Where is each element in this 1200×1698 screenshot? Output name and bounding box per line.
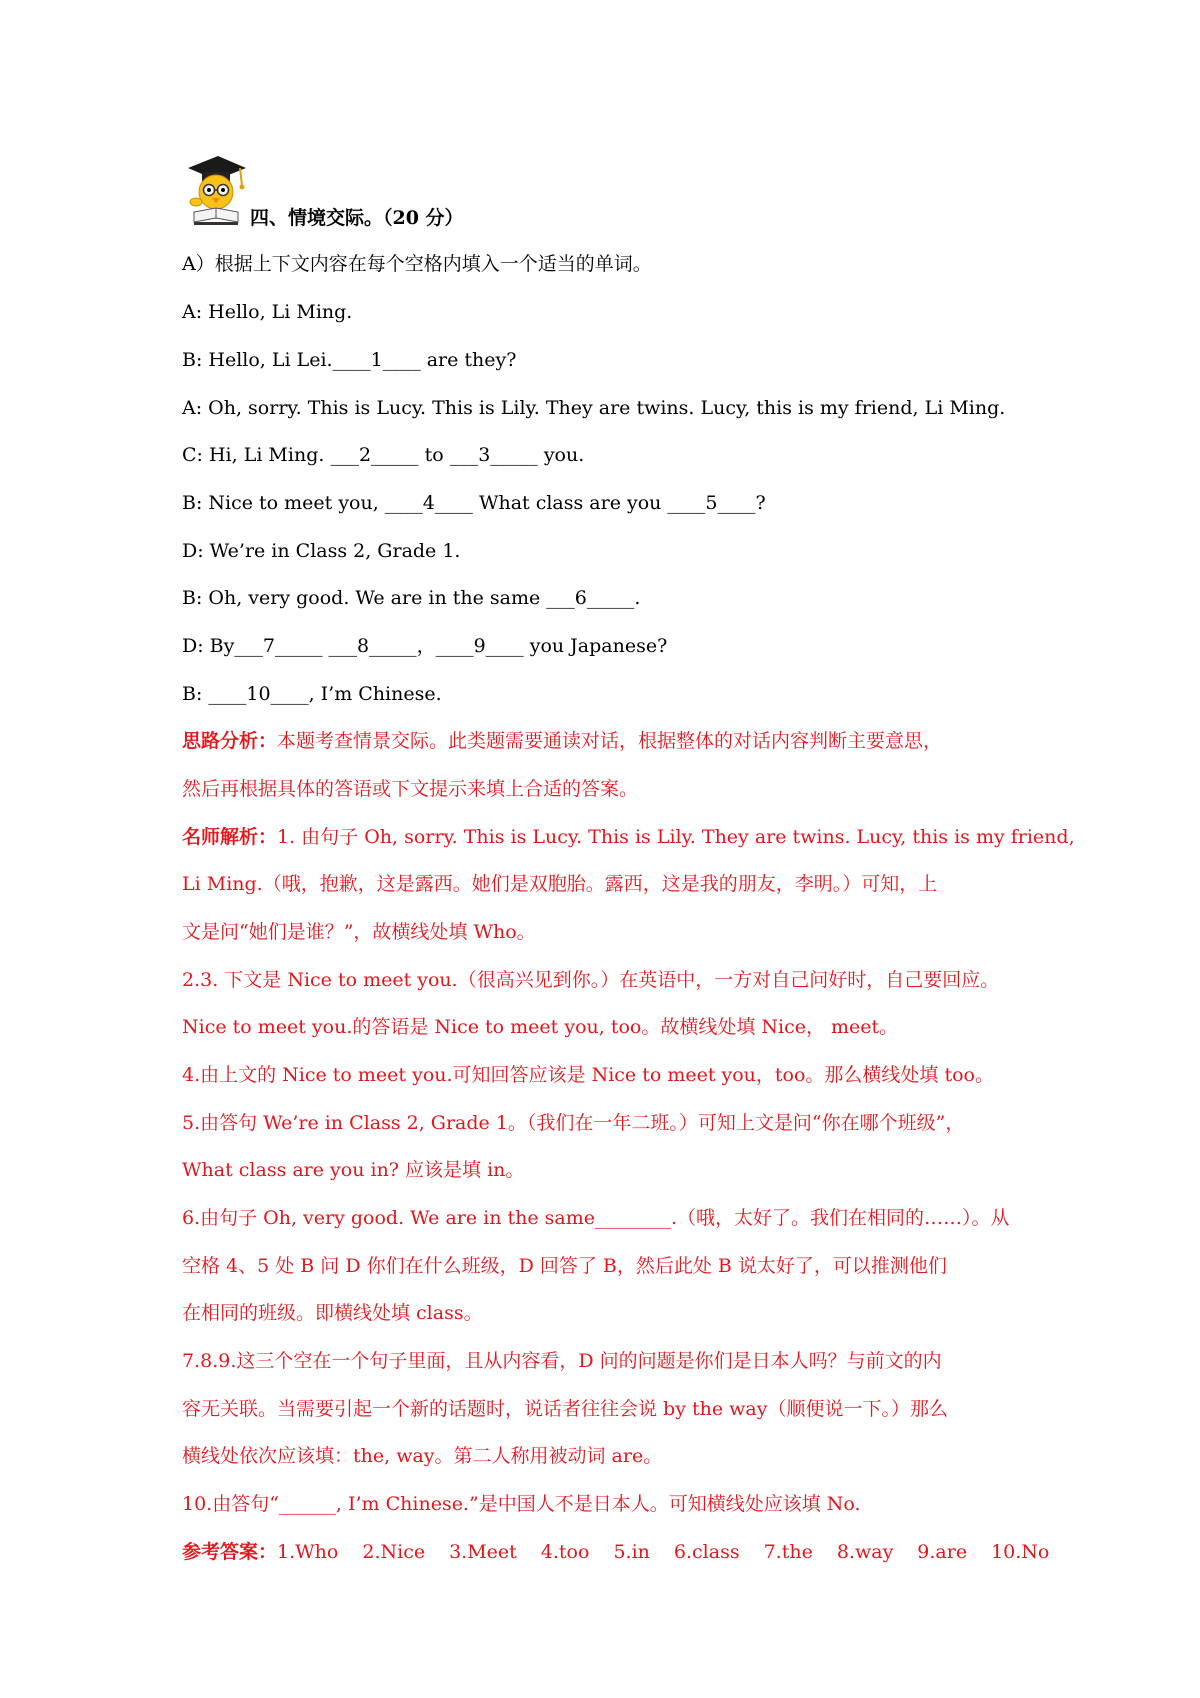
instructions: A）根据上下文内容在每个空格内填入一个适当的单词。: [182, 253, 652, 275]
explanation-line: 文是问“她们是谁？”，故横线处填 Who。: [182, 921, 536, 943]
answer-item: 10.No: [991, 1541, 1050, 1563]
answers-label: 参考答案：: [182, 1541, 278, 1563]
explanation-line: 5.由答句 We’re in Class 2, Grade 1。（我们在一年二班。）可知上文是问“你在哪个班级”，: [182, 1112, 965, 1134]
explanation-line: 容无关联。当需要引起一个新的话题时，说话者往往会说 by the way（顺便说一下。）那么: [182, 1398, 948, 1420]
explanation-line: Li Ming.（哦，抱歉，这是露西。她们是双胞胎。露西，这是我的朋友，李明。）可知，上: [182, 873, 938, 895]
explanation-line: 6.由句子 Oh, very good. We are in the same________.（哦，太好了。我们在相同的……）。从: [182, 1207, 1010, 1229]
explanation-line: 7.8.9.这三个空在一个句子里面，且从内容看，D 问的问题是你们是日本人吗？与前文的内: [182, 1350, 942, 1372]
graduate-chick-icon: [180, 152, 250, 228]
answer-line: [182, 1540, 1050, 1564]
dialogue-line: C: Hi, Li Ming. ___2_____ to ___3_____ you.: [182, 444, 585, 466]
explanation-line: 空格 4、5 处 B 问 D 你们在什么班级，D 回答了 B，然后此处 B 说太好了，可以推测他们: [182, 1255, 947, 1277]
dialogue-line: A: Oh, sorry. This is Lucy. This is Lily. They are twins. Lucy, this is my friend, Li Ming.: [182, 397, 1006, 419]
explanation-line: [182, 825, 1075, 849]
explanation-label: 名师解析：: [182, 826, 278, 848]
answer-item: 8.way: [836, 1541, 894, 1563]
answer-item: 1.Who: [277, 1541, 339, 1563]
dialogue-line: B: ____10____, I’m Chinese.: [182, 683, 442, 705]
explanation-line: Nice to meet you.的答语是 Nice to meet you, too。故横线处填 Nice， meet。: [182, 1016, 899, 1038]
answer-item: 6.class: [673, 1541, 740, 1563]
explanation-line: 横线处依次应该填：the, way。第二人称用被动词 are。: [182, 1445, 663, 1467]
dialogue-line: A: Hello, Li Ming.: [182, 301, 353, 323]
analysis-text: 本题考查情景交际。此类题需要通读对话，根据整体的对话内容判断主要意思，: [277, 730, 943, 752]
answer-item: 5.in: [613, 1541, 650, 1563]
analysis-label: 思路分析：: [182, 730, 278, 752]
dialogue-line: D: We’re in Class 2, Grade 1.: [182, 540, 461, 562]
dialogue-line: B: Nice to meet you, ____4____ What class are you ____5____?: [182, 492, 766, 514]
analysis-line-1: [182, 729, 1042, 753]
analysis-line-2: 然后再根据具体的答语或下文提示来填上合适的答案。: [182, 778, 639, 800]
answer-item: 4.too: [540, 1541, 590, 1563]
explanation-line: 在相同的班级。即横线处填 class。: [182, 1302, 483, 1324]
answer-item: 2.Nice: [362, 1541, 426, 1563]
dialogue-line: B: Oh, very good. We are in the same ___6_____.: [182, 587, 641, 609]
explanation-line: 10.由答句“______, I’m Chinese.”是中国人不是日本人。可知横线处应该填 No.: [182, 1493, 861, 1515]
answer-item: 3.Meet: [449, 1541, 517, 1563]
answer-item: 9.are: [917, 1541, 968, 1563]
explanation-line: 4.由上文的 Nice to meet you.可知回答应该是 Nice to meet you，too。那么横线处填 too。: [182, 1064, 994, 1086]
section-heading: 四、情境交际。（20 分）: [250, 207, 464, 229]
dialogue-line: D: By___7_____ ___8_____，____9____ you Japanese?: [182, 635, 668, 657]
answer-item: 7.the: [763, 1541, 813, 1563]
explanation-text: 1. 由句子 Oh, sorry. This is Lucy. This is Lily. They are twins. Lucy, this is my friend,: [277, 826, 1075, 848]
explanation-line: 2.3. 下文是 Nice to meet you.（很高兴见到你。）在英语中，一方对自己问好时，自己要回应。: [182, 969, 1000, 991]
dialogue-line: B: Hello, Li Lei.____1____ are they?: [182, 349, 517, 371]
explanation-line: What class are you in? 应该是填 in。: [182, 1159, 525, 1181]
